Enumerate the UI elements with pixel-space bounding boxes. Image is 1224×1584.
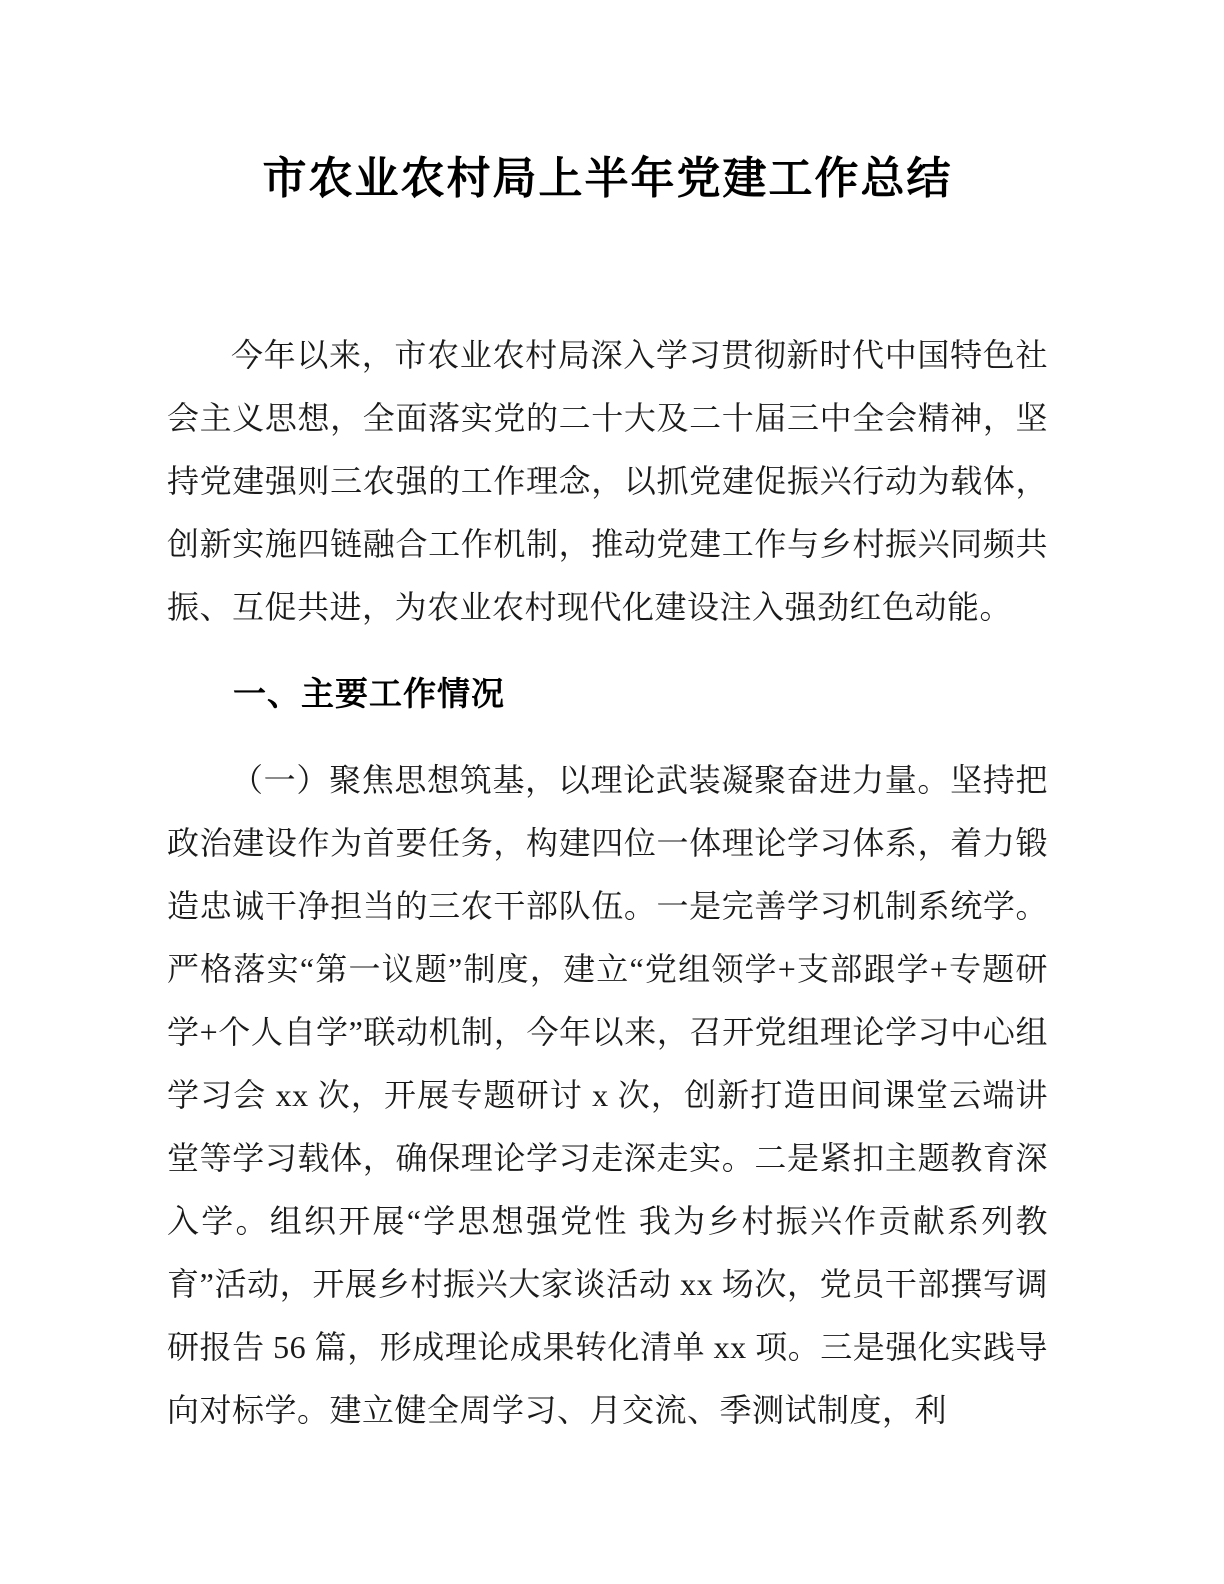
section-paragraph: （一）聚焦思想筑基，以理论武装凝聚奋进力量。坚持把政治建设作为首要任务，构建四位一体理论学习体系，着力锻造忠诚干净担当的三农干部队伍。一是完善学习机制系统学。严格落实“第一议题”制度，建立“党组领学+支部跟学+专题研学+个人自学”联动机制，今年以来，召开党组理论学习中心组学习会 xx 次，开展专题研讨 x 次，创新打造田间课堂云端讲堂等学习载体，确保理论学习走深走实。二是紧扣主题教育深入学。组织开展“学思想强党性 我为乡村振兴作贡献系列教育”活动，开展乡村振兴大家谈活动 xx 场次，党员干部撰写调研报告 56 篇，形成理论成果转化清单 xx 项。三是强化实践导向对标学。建立健全周学习、月交流、季测试制度，利 (167, 762, 1048, 1428)
document-title: 市农业农村局上半年党建工作总结 (262, 154, 953, 203)
section-heading: 一、主要工作情况 (233, 675, 505, 712)
intro-paragraph: 今年以来，市农业农村局深入学习贯彻新时代中国特色社会主义思想，全面落实党的二十大及二十届三中全会精神，坚持党建强则三农强的工作理念，以抓党建促振兴行动为载体，创新实施四链融合工作机制，推动党建工作与乡村振兴同频共振、互促共进，为农业农村现代化建设注入强劲红色动能。 (167, 337, 1048, 625)
